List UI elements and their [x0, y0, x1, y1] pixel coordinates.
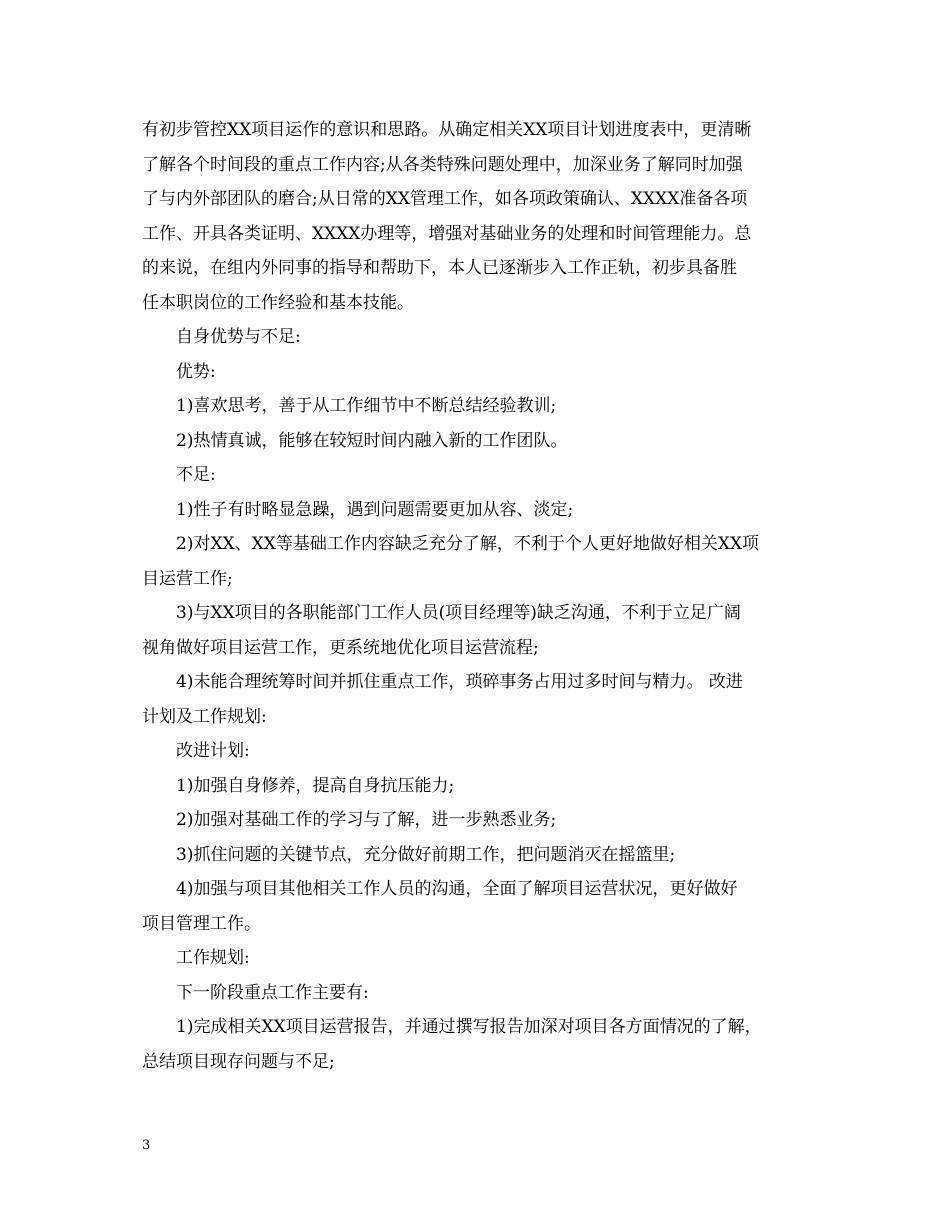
text-line: 下一阶段重点工作主要有:	[176, 982, 369, 1003]
text-line: 2)对XX、XX等基础工作内容缺乏充分了解，不利于个人更好地做好相关XX项	[176, 534, 760, 554]
text-line: 2)加强对基础工作的学习与了解，进一步熟悉业务;	[176, 810, 557, 830]
text-line: 计划及工作规划:	[142, 706, 267, 727]
text-line: 1)喜欢思考，善于从工作细节中不断总结经验教训;	[176, 396, 557, 416]
text-line: 不足:	[176, 465, 216, 485]
text-line: 有初步管控XX项目运作的意识和思路。从确定相关XX项目计划进度表中，更清晰	[142, 120, 752, 140]
text-line: 了与内外部团队的磨合;从日常的XX管理工作，如各项政策确认、XXXX准备各项	[142, 189, 748, 209]
text-line: 1)加强自身修养，提高自身抗压能力;	[176, 775, 455, 796]
text-line: 了解各个时间段的重点工作内容;从各类特殊问题处理中，加深业务了解同时加强	[142, 154, 743, 175]
text-line: 3)抓住问题的关键节点，充分做好前期工作，把问题消灭在摇篮里;	[176, 844, 676, 865]
text-line: 2)热情真诚，能够在较短时间内融入新的工作团队。	[176, 430, 568, 451]
text-line: 1)完成相关XX项目运营报告，并通过撰写报告加深对项目各方面情况的了解，	[176, 1017, 762, 1037]
text-line: 工作规划:	[176, 948, 250, 968]
text-line: 4)加强与项目其他相关工作人员的沟通，全面了解项目运营状况，更好做好	[176, 879, 738, 899]
text-line: 任本职岗位的工作经验和基本技能。	[142, 292, 414, 313]
text-line: 3)与XX项目的各职能部门工作人员(项目经理等)缺乏沟通，不利于立足广阔	[176, 603, 741, 623]
text-line: 自身优势与不足:	[176, 327, 301, 347]
text-line: 工作、开具各类证明、XXXX办理等，增强对基础业务的处理和时间管理能力。总	[142, 223, 752, 244]
text-line: 项目管理工作。	[142, 913, 261, 934]
text-line: 4)未能合理统筹时间并抓住重点工作，琐碎事务占用过多时间与精力。 改进	[176, 672, 743, 692]
text-line: 视角做好项目运营工作，更系统地优化项目运营流程;	[142, 637, 539, 658]
text-line: 总结项目现存问题与不足;	[142, 1051, 335, 1072]
body-text	[142, 113, 814, 1079]
page-number: 3	[142, 1138, 151, 1153]
text-line: 1)性子有时略显急躁，遇到问题需要更加从容、淡定;	[176, 499, 574, 520]
text-line: 改进计划:	[176, 741, 250, 761]
text-line: 目运营工作;	[142, 568, 233, 589]
text-line: 优势:	[176, 361, 216, 382]
text-line: 的来说，在组内外同事的指导和帮助下，本人已逐渐步入工作正轨，初步具备胜	[142, 258, 737, 278]
